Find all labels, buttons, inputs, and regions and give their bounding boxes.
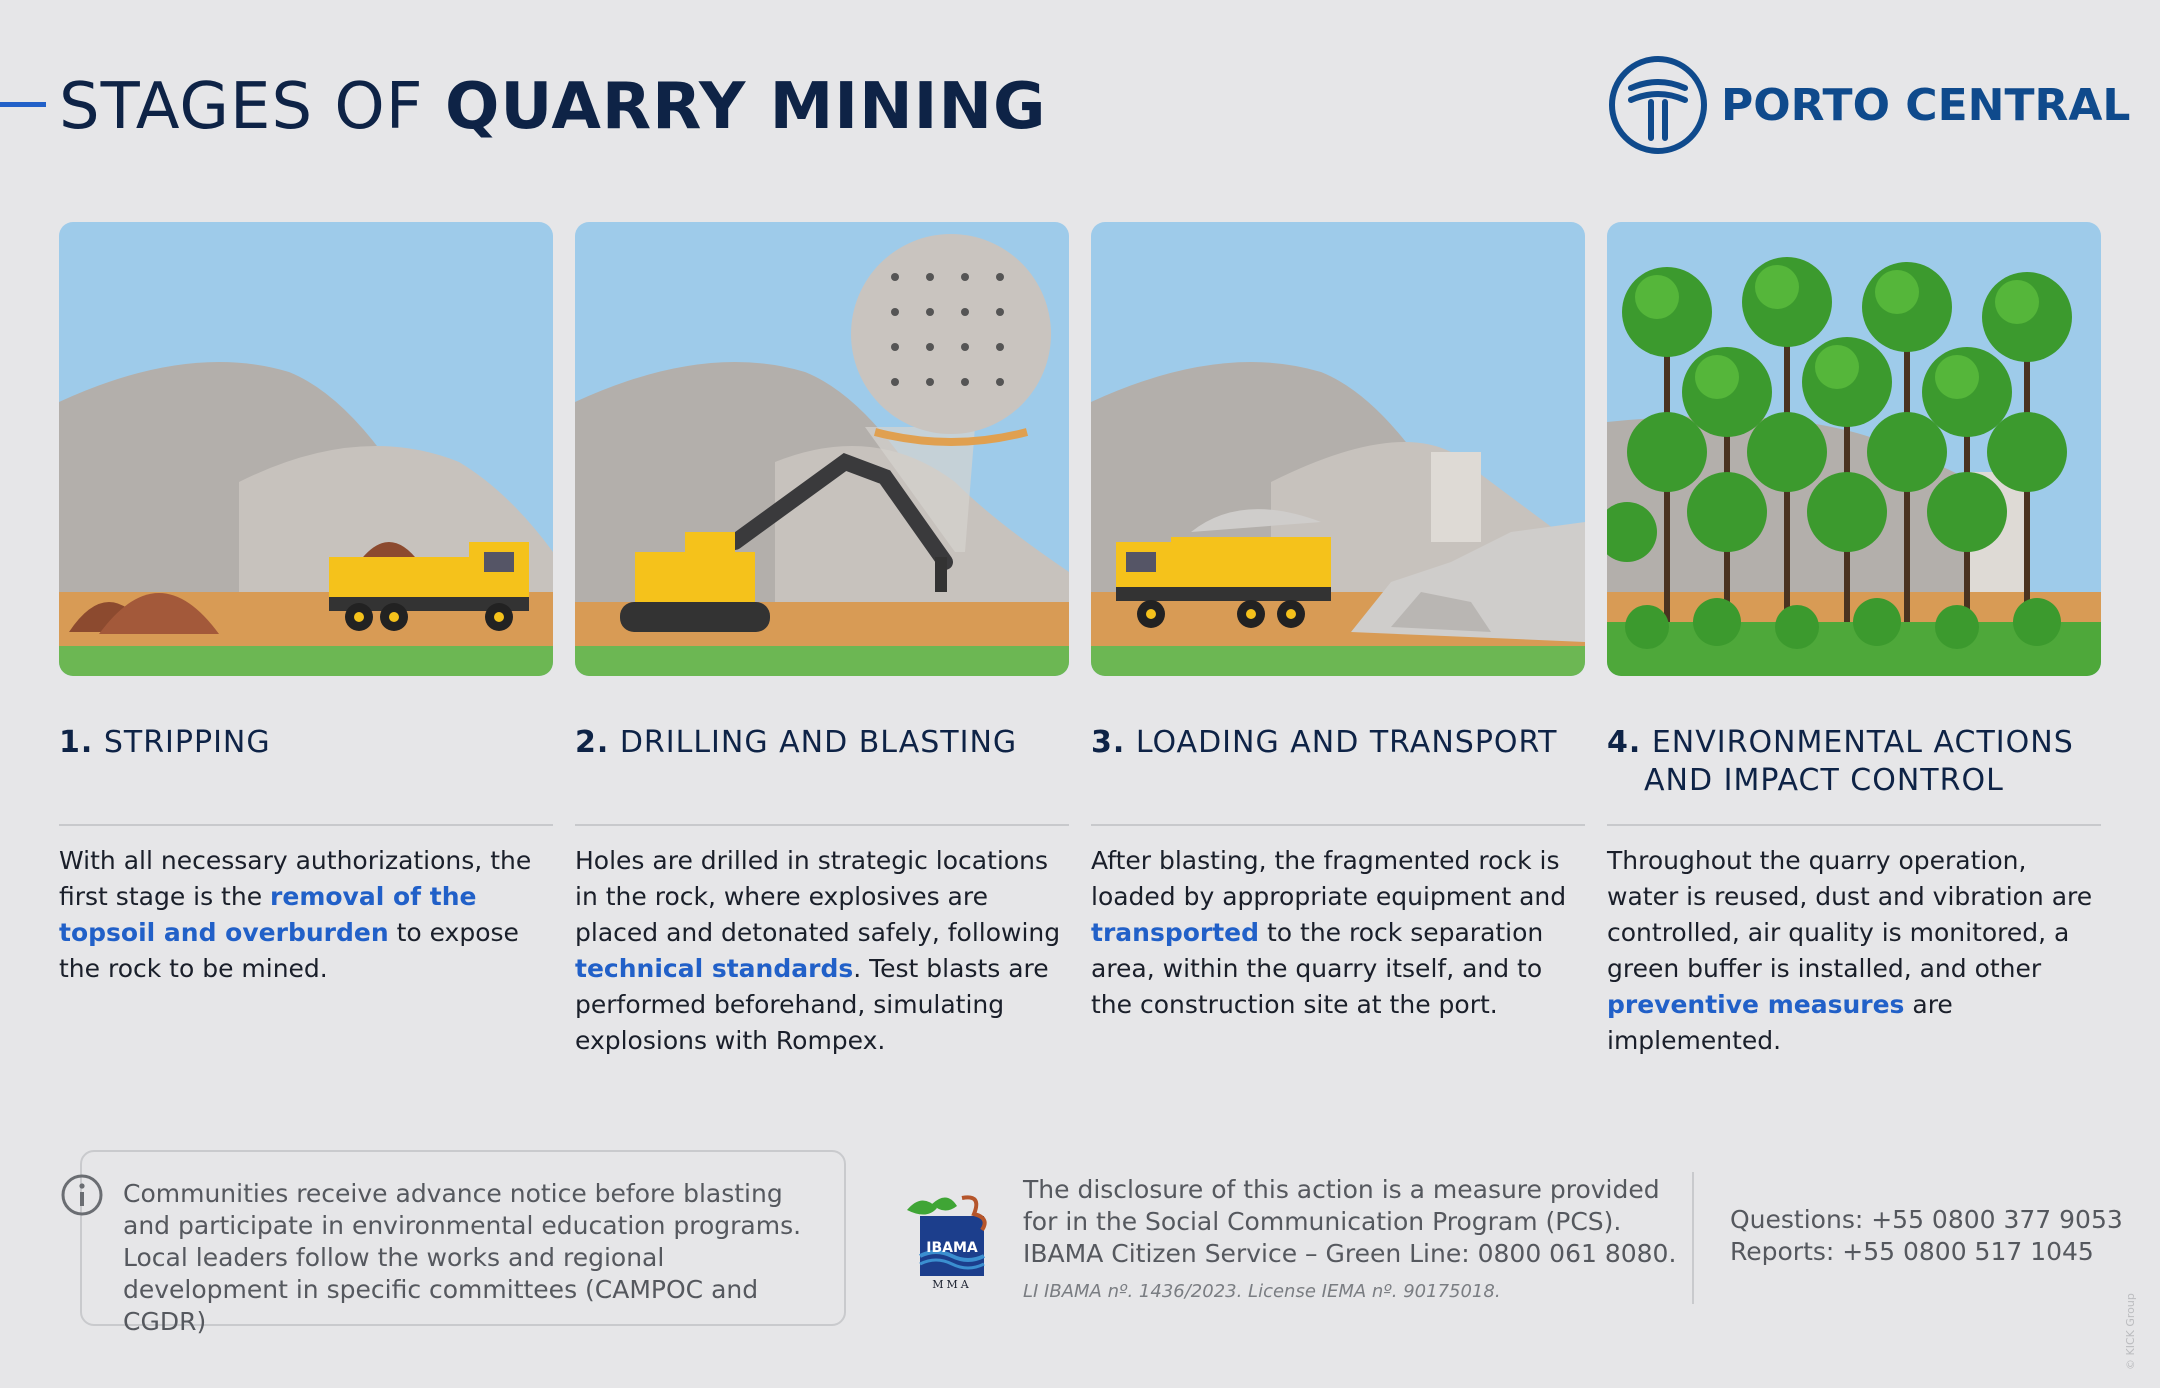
stage-title-text: ENVIRONMENTAL ACTIONS	[1651, 725, 2074, 760]
stage-3	[1091, 222, 1585, 1019]
desc-text: are implemented.	[1607, 990, 1953, 1055]
disclosure-text: The disclosure of this action is a measure provided for in the Social Communication Program (PCS). IBAMA Citizen Service – Green Line: 0800 061 8080.	[1023, 1175, 1677, 1268]
ibama-label: IBAMA	[926, 1240, 978, 1256]
excavator-drill-illustration	[575, 222, 1069, 676]
divider	[1091, 824, 1585, 826]
disclosure	[1023, 1174, 1683, 1308]
dump-truck-with-rocks-illustration	[1091, 222, 1585, 676]
stage-4	[1607, 222, 2101, 1055]
dump-truck-with-soil-illustration	[59, 222, 553, 676]
notice-text: Communities receive advance notice before blasting and participate in environmental education programs. Local leaders follow the works and regional development in specific committees (CAMPOC and CGDR)	[123, 1179, 802, 1336]
stage-description	[575, 843, 1069, 1059]
stage-title	[575, 724, 1017, 762]
desc-text: to the rock separation area, within the quarry itself, and to the construction site at the port.	[1091, 918, 1544, 1019]
desc-highlight: preventive measures	[1607, 990, 1905, 1019]
contacts	[1730, 1204, 2123, 1268]
stage-title-text: STRIPPING	[103, 725, 271, 760]
stage-title	[1607, 724, 2074, 800]
accent-line	[0, 102, 46, 107]
desc-text: . Test blasts are performed beforehand, simulating explosions with Rompex.	[575, 954, 1049, 1055]
divider	[575, 824, 1069, 826]
page-title	[59, 66, 1047, 148]
desc-highlight: technical standards	[575, 954, 854, 983]
stage-1	[59, 222, 553, 983]
stage-title-text: LOADING AND TRANSPORT	[1135, 725, 1558, 760]
stage-2	[575, 222, 1069, 1055]
stage-title	[1091, 724, 1558, 762]
info-icon	[60, 1173, 104, 1217]
porto-central-logo-icon	[1607, 54, 1709, 156]
divider	[59, 824, 553, 826]
stage-title	[59, 724, 271, 762]
desc-text: After blasting, the fragmented rock is loaded by appropriate equipment and	[1091, 846, 1567, 911]
stage-title-cont: AND IMPACT CONTROL	[1644, 763, 2004, 798]
vertical-divider	[1692, 1172, 1694, 1304]
stage-description	[1607, 843, 2101, 1059]
desc-text: to expose the rock to be mined.	[59, 918, 519, 983]
stage-description	[59, 843, 553, 987]
stage-title-text: DRILLING AND BLASTING	[619, 725, 1018, 760]
credit-text: © KICK Group	[2124, 1293, 2137, 1370]
stage-number: 2.	[575, 725, 610, 760]
desc-text: Throughout the quarry operation, water is reused, dust and vibration are controlled, air quality is monitored, a green buffer is installed, and other	[1607, 846, 2093, 983]
title-bold: QUARRY MINING	[444, 70, 1047, 144]
questions-phone: Questions: +55 0800 377 9053	[1730, 1205, 2123, 1234]
title-light: STAGES OF	[59, 70, 445, 144]
ibama-logo	[902, 1190, 1002, 1290]
community-notice-box	[80, 1150, 846, 1336]
divider	[1607, 824, 2101, 826]
stage-number: 3.	[1091, 725, 1126, 760]
license-text: LI IBAMA nº. 1436/2023. License IEMA nº. 90175018.	[1023, 1281, 1501, 1302]
logo-text: PORTO CENTRAL	[1721, 79, 2131, 131]
mma-label: MMA	[932, 1278, 972, 1290]
desc-highlight: transported	[1091, 918, 1260, 947]
stage-number: 4.	[1607, 725, 1642, 760]
stage-number: 1.	[59, 725, 94, 760]
desc-text: Holes are drilled in strategic locations in the rock, where explosives are placed and detonated safely, following	[575, 846, 1061, 947]
green-buffer-trees-illustration	[1607, 222, 2101, 676]
desc-highlight: removal of the topsoil and overburden	[59, 882, 477, 947]
porto-central-logo	[1607, 54, 2130, 156]
stage-description	[1091, 843, 1585, 1023]
desc-text: With all necessary authorizations, the first stage is the	[59, 846, 532, 911]
reports-phone: Reports: +55 0800 517 1045	[1730, 1237, 2094, 1266]
